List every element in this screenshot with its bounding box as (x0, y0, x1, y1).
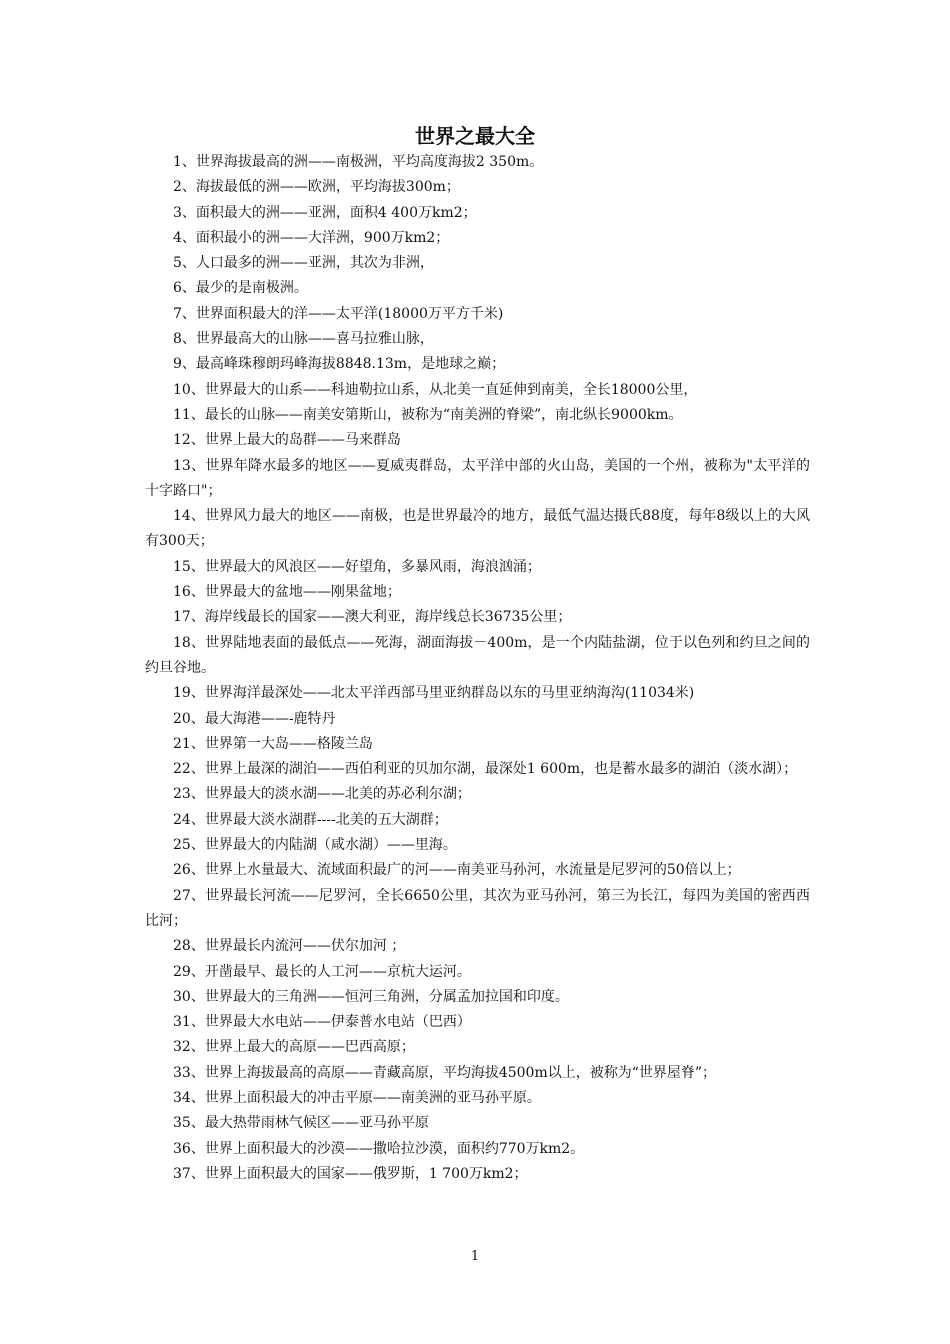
list-item: 1、世界海拔最高的洲——南极洲，平均高度海拔2 350m。 (173, 154, 544, 170)
list-item: 16、世界最大的盆地——刚果盆地； (173, 584, 401, 601)
list-item: 11、最长的山脉——南美安第斯山，被称为“南美洲的脊梁”，南北纵长9000km。 (173, 406, 683, 423)
list-item: 32、世界上最大的高原——巴西高原； (173, 1039, 415, 1056)
list-item: 24、世界最大淡水湖群----北美的五大湖群； (173, 811, 448, 828)
list-item: 26、世界上水量最大、流域面积最广的河——南美亚马孙河，水流量是尼罗河的50倍以上； (173, 862, 741, 879)
list-item: 25、世界最大的内陆湖（咸水湖）——里海。 (173, 837, 457, 854)
document-body (145, 150, 810, 1187)
list-item: 19、世界海洋最深处——北太平洋西部马里亚纳群岛以东的马里亚纳海沟(11034米) (173, 685, 695, 702)
list-item: 33、世界上海拔最高的高原——青藏高原，平均海拔4500m以上，被称为“世界屋脊”； (173, 1064, 717, 1081)
list-item: 37、世界上面积最大的国家——俄罗斯，1 700万km2； (173, 1165, 528, 1182)
list-item: 14、世界风力最大的地区——南极，也是世界最冷的地方，最低气温达摄氏88度，每年8级以上的大风有300天； (145, 508, 810, 550)
list-item: 4、面积最小的洲——大洋洲，900万km2； (173, 229, 450, 246)
list-item: 18、世界陆地表面的最低点——死海，湖面海拔－400m，是一个内陆盐湖，位于以色列和约旦之间的约旦谷地。 (145, 634, 810, 676)
list-item: 2、海拔最低的洲——欧洲，平均海拔300m； (173, 179, 460, 196)
page-number: 1 (470, 1249, 480, 1264)
list-item: 15、世界最大的风浪区——好望角，多暴风雨，海浪汹涌； (173, 558, 541, 575)
list-item: 12、世界上最大的岛群——马来群岛 (173, 432, 401, 449)
list-item: 6、最少的是南极洲。 (173, 280, 308, 297)
list-item: 31、世界最大水电站——伊泰普水电站（巴西） (173, 1014, 471, 1031)
list-item: 22、世界上最深的湖泊——西伯利亚的贝加尔湖，最深处1 600m，也是蓄水最多的湖泊（淡水湖）； (173, 761, 798, 778)
list-item: 29、开凿最早、最长的人工河——京杭大运河。 (173, 963, 471, 980)
list-item: 17、海岸线最长的国家——澳大利亚，海岸线总长36735公里； (173, 609, 572, 626)
list-item: 30、世界最大的三角洲——恒河三角洲，分属孟加拉国和印度。 (173, 988, 569, 1005)
list-item: 20、最大海港——-鹿特丹 (173, 710, 336, 727)
list-item: 27、世界最长河流——尼罗河，全长6650公里，其次为亚马孙河，第三为长江，每四为美国的密西西比河； (145, 887, 810, 929)
document-title: 世界之最大全 (415, 124, 535, 148)
list-item: 13、世界年降水最多的地区——夏威夷群岛，太平洋中部的火山岛，美国的一个州，被称为"太平洋的十字路口"； (145, 457, 810, 499)
list-item: 8、世界最高大的山脉——喜马拉雅山脉， (173, 331, 434, 348)
list-item: 21、世界第一大岛——格陵兰岛 (173, 735, 373, 752)
list-item: 5、人口最多的洲——亚洲，其次为非洲， (173, 255, 434, 272)
list-item: 7、世界面积最大的洋——太平洋(18000万平方千米) (173, 305, 504, 322)
list-item: 34、世界上面积最大的冲击平原——南美洲的亚马孙平原。 (173, 1089, 541, 1106)
list-item: 28、世界最长内流河——伏尔加河 ； (173, 938, 406, 955)
list-item: 23、世界最大的淡水湖——北美的苏必利尔湖； (173, 786, 471, 803)
list-item: 10、世界最大的山系——科迪勒拉山系，从北美一直延伸到南美，全长18000公里， (173, 381, 698, 398)
list-item: 36、世界上面积最大的沙漠——撒哈拉沙漠，面积约770万km2。 (173, 1140, 585, 1157)
list-item: 35、最大热带雨林气候区——亚马孙平原 (173, 1115, 429, 1132)
list-item: 9、最高峰珠穆朗玛峰海拔8848.13m，是地球之巅； (173, 356, 506, 373)
list-item: 3、面积最大的洲——亚洲，面积4 400万km2； (173, 204, 477, 221)
